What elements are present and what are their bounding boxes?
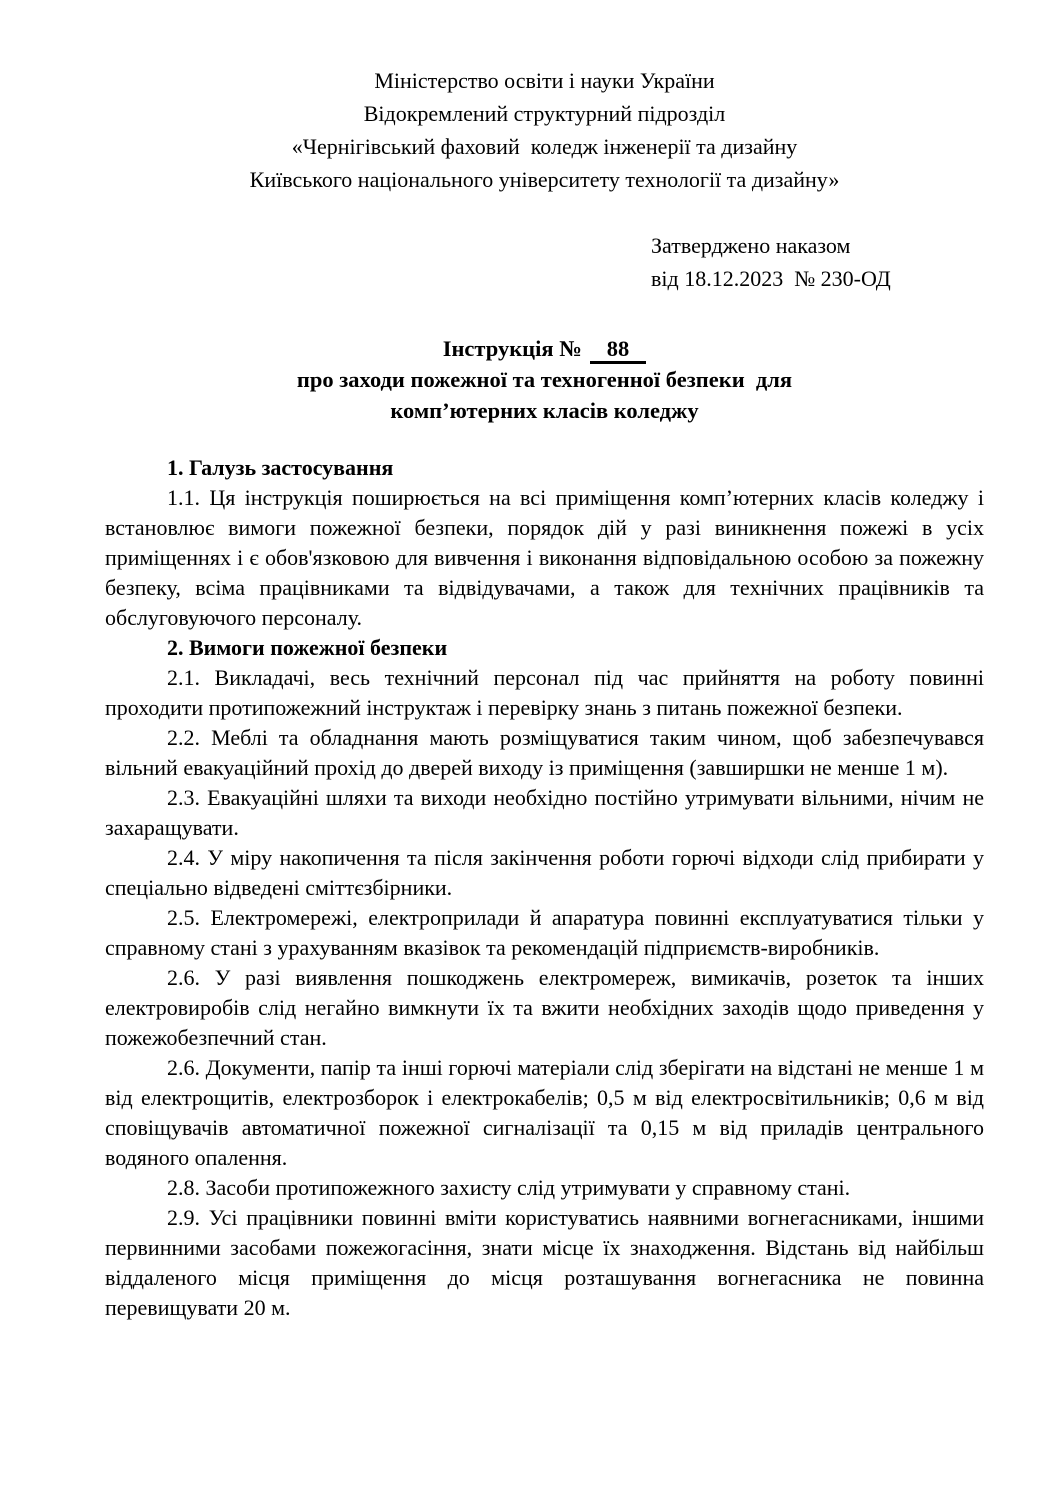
paragraph-2-8: 2.8. Засоби протипожежного захисту слід утримувати у справному стані. — [167, 1175, 851, 1200]
approval-line-order: від 18.12.2023 № 230-ОД — [651, 266, 891, 291]
title-line-subject: про заходи пожежної та техногенної безпеки для — [296, 367, 793, 392]
header-line-college: «Чернігівський фаховий коледж інженерії та дизайну — [291, 134, 798, 159]
paragraph-2-6: 2.6. У разі виявлення пошкоджень електромереж, вимикачів, розеток та інших електровиробів слід негайно вимкнути їх та вжити необхідних заходів щодо приведення у пожежобезпечний стан. — [105, 965, 984, 1050]
title-line-number — [105, 333, 984, 364]
document-body — [105, 453, 984, 1323]
approval-block — [651, 229, 984, 295]
header-line-ministry: Міністерство освіти і науки України — [374, 68, 715, 93]
document-header — [105, 64, 984, 196]
section-heading-fire-safety: 2. Вимоги пожежної безпеки — [167, 635, 448, 660]
paragraph-2-9: 2.9. Усі працівники повинні вміти користуватись наявними вогнегасниками, іншими первинними засобами пожежогасіння, знати місце їх знаходження. Відстань від найбільш віддаленого місця приміщення до місця розташування вогнегасника не повинна перевищувати 20 м. — [105, 1205, 984, 1320]
title-line-subject2: комп’ютерних класів коледжу — [390, 398, 699, 423]
paragraph-2-2: 2.2. Меблі та обладнання мають розміщуватися таким чином, щоб забезпечувався вільний евакуаційний прохід до дверей виходу із приміщення (завширшки не менше 1 м). — [105, 725, 984, 780]
section-heading-scope: 1. Галузь застосування — [167, 455, 394, 480]
document-title — [105, 333, 984, 426]
header-line-subdivision: Відокремлений структурний підрозділ — [363, 101, 726, 126]
paragraph-2-5: 2.5. Електромережі, електроприлади й апаратура повинні експлуатуватися тільки у справному стані з урахуванням вказівок та рекомендацій підприємств-виробників. — [105, 905, 984, 960]
instruction-number: 88 — [590, 336, 647, 364]
paragraph-2-6b: 2.6. Документи, папір та інші горючі матеріали слід зберігати на відстані не менше 1 м від електрощитів, електрозборок і електрокабелів; 0,5 м від електросвітильників; 0,6 м від сповіщувачів автоматичної пожежної сигналізації та 0,15 м від приладів центрального водяного опалення. — [105, 1055, 984, 1170]
title-prefix: Інструкція № — [442, 336, 582, 361]
paragraph-2-3: 2.3. Евакуаційні шляхи та виходи необхідно постійно утримувати вільними, нічим не захаращувати. — [105, 785, 984, 840]
paragraph-1-1: 1.1. Ця інструкція поширюється на всі приміщення комп’ютерних класів коледжу і встановлює вимоги пожежної безпеки, порядок дій у разі виникнення пожежі в усіх приміщеннях і є обов'язковою для вивчення і виконання відповідальною особою за пожежну безпеку, всіма працівниками та відвідувачами, а також для технічних працівників та обслуговуючого персоналу. — [105, 485, 984, 630]
approval-line-approved: Затверджено наказом — [651, 233, 851, 258]
paragraph-2-4: 2.4. У міру накопичення та після закінчення роботи горючі відходи слід прибирати у спеціально відведені сміттєзбірники. — [105, 845, 984, 900]
header-line-university: Київського національного університету технології та дизайну» — [249, 167, 840, 192]
paragraph-2-1: 2.1. Викладачі, весь технічний персонал під час прийняття на роботу повинні проходити протипожежний інструктаж і перевірку знань з питань пожежної безпеки. — [105, 665, 984, 720]
